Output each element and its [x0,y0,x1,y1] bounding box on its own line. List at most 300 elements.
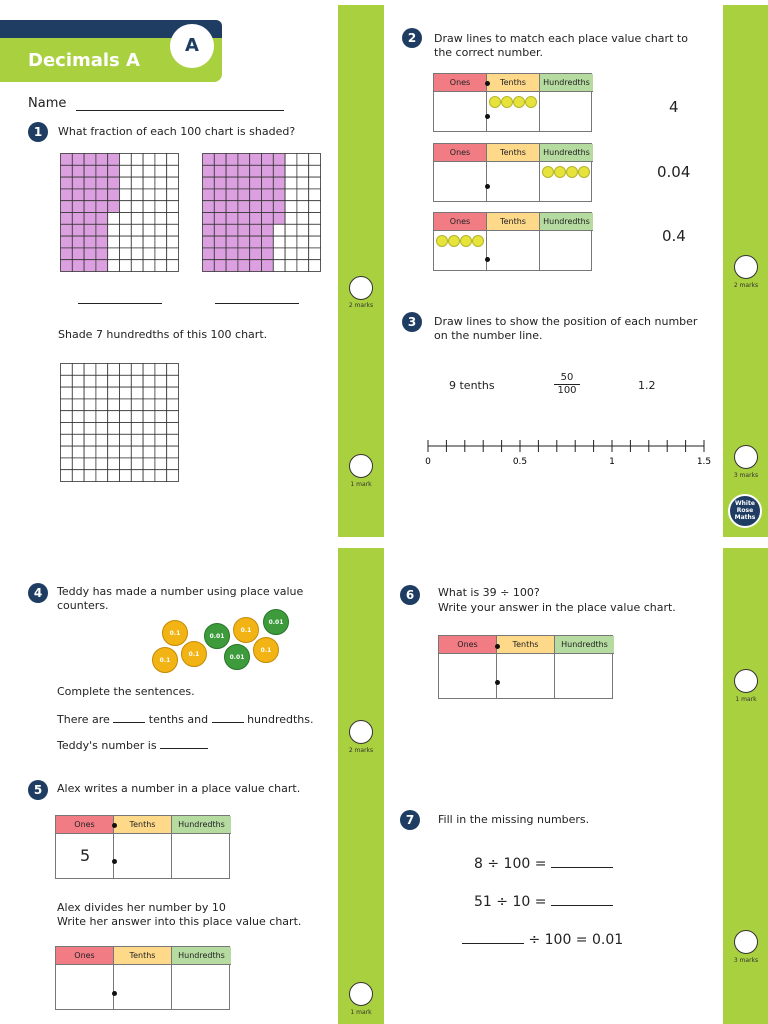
grid-cell [203,236,215,248]
q6-text: What is 39 ÷ 100? [438,586,540,599]
grid-cell [143,224,155,236]
grid-cell [131,248,143,260]
counter [460,235,472,247]
grid-cell [167,387,179,399]
q3-item-1-2[interactable]: 1.2 [638,379,656,392]
grid-cell [131,470,143,482]
grid-cell [285,248,297,260]
eq2-blank[interactable] [551,905,613,906]
grid-cell [167,364,179,376]
grid-cell [96,236,108,248]
grid-cell [84,470,96,482]
grid-cell [96,399,108,411]
grid-cell [131,364,143,376]
grid-cell [61,213,73,225]
grid-cell [120,260,132,272]
grid-cell [167,399,179,411]
grid-cell [155,189,167,201]
grid-cell [167,224,179,236]
grid-cell [309,224,321,236]
grid-cell [309,236,321,248]
grid-cell [96,423,108,435]
counter-hundredth: 0.01 [263,609,289,635]
fraction-numerator: 50 [554,372,580,385]
grid-cell [72,375,84,387]
grid-cell [120,154,132,166]
grid-cell [84,201,96,213]
grid-cell [250,154,262,166]
header-ones: Ones [434,144,487,162]
grid-cell [250,213,262,225]
grid-cell [96,248,108,260]
grid-cell [61,165,73,177]
grid-cell [143,446,155,458]
match-answer-3[interactable]: 0.4 [662,227,686,245]
grid-cell [108,458,120,470]
grid-cell [167,189,179,201]
marks-circle-q2[interactable] [734,255,758,279]
equation-1: 8 ÷ 100 = [474,856,613,872]
grid-cell [120,236,132,248]
grid-cell [131,375,143,387]
marks-label-q3: 3 marks [733,472,759,479]
grid-cell [61,364,73,376]
grid-cell [61,236,73,248]
grid-cell [238,189,250,201]
pv-chart-q6[interactable] [438,635,613,699]
grid-cell [273,165,285,177]
grid-cell [108,364,120,376]
white-rose-logo: White Rose Maths [728,494,762,528]
grid-cell [285,224,297,236]
grid-cell [203,213,215,225]
q7-text: Fill in the missing numbers. [438,813,590,826]
pv-chart-q5 [55,815,230,879]
grid-cell [96,201,108,213]
grid-cell [108,399,120,411]
grid-cell [155,387,167,399]
decimal-point [112,859,117,864]
grid-cell [155,458,167,470]
grid-cell [72,387,84,399]
grid-cell [72,177,84,189]
grid-cell [84,434,96,446]
marks-label-q1a: 2 marks [348,302,374,309]
grid-cell [285,213,297,225]
grid-cell [72,236,84,248]
eq1-blank[interactable] [551,867,613,868]
match-answer-2[interactable]: 0.04 [657,163,691,181]
q6-number: 6 [400,585,420,605]
grid-cell [297,213,309,225]
q3-item-9-tenths[interactable]: 9 tenths [449,379,495,392]
marks-label-q6: 1 mark [735,696,757,703]
grid-cell [309,260,321,272]
grid-cell [273,201,285,213]
name-field[interactable] [76,110,284,111]
grid-cell [143,213,155,225]
pv-chart-b [433,143,592,202]
grid-cell [214,165,226,177]
grid-cell [238,201,250,213]
q3-text: Draw lines to show the position of each number on the number line. [434,315,698,342]
marks-circle-q1a[interactable] [349,276,373,300]
marks-circle-q7[interactable] [734,930,758,954]
grid-cell [155,177,167,189]
grid-cell [84,411,96,423]
grid-cell [72,213,84,225]
counter-hundredth: 0.01 [204,623,230,649]
grid-cell [96,213,108,225]
grid-cell [238,236,250,248]
header-hundredths: Hundredths [555,636,614,654]
marks-circle-q3[interactable] [734,445,758,469]
number-line-label: 0.5 [512,457,528,467]
grid-cell [120,375,132,387]
hundred-grid-3[interactable] [60,363,179,482]
counter [489,96,501,108]
counter [436,235,448,247]
grid-cell [108,248,120,260]
grid-cell [167,236,179,248]
grid-cell [96,387,108,399]
grid-cell [72,411,84,423]
grid-cell [131,434,143,446]
grid-cell [143,165,155,177]
grid-cell [108,375,120,387]
marks-label-q4: 2 marks [348,747,374,754]
number-blank[interactable] [160,748,208,749]
grid-cell [285,260,297,272]
grid-cell [72,423,84,435]
marks-label-q5: 1 mark [350,1009,372,1016]
grid-cell [96,154,108,166]
counter [542,166,554,178]
grid-cell [143,248,155,260]
grid-cell [96,458,108,470]
grid-cell [120,446,132,458]
grid-cell [262,236,274,248]
grid-cell [143,470,155,482]
marks-circle-q1b[interactable] [349,454,373,478]
title-badge: A [170,24,214,68]
answer-line-1[interactable] [78,303,162,304]
counter-tenth: 0.1 [162,620,188,646]
header-tenths: Tenths [497,636,555,654]
marks-circle-q5[interactable] [349,982,373,1006]
grid-cell [262,201,274,213]
counter-tenth: 0.1 [233,617,259,643]
q1-number: 1 [28,122,48,142]
pv-chart-q5-answer[interactable] [55,946,230,1010]
grid-cell [143,375,155,387]
grid-cell [167,375,179,387]
grid-cell [120,423,132,435]
grid-cell [61,423,73,435]
decimal-point [485,184,490,189]
grid-cell [203,224,215,236]
grid-cell [250,260,262,272]
grid-cell [273,189,285,201]
grid-cell [108,434,120,446]
decimal-point [112,823,117,828]
grid-cell [167,411,179,423]
eq3-blank[interactable] [462,943,524,944]
grid-cell [143,189,155,201]
grid-cell [285,189,297,201]
grid-cell [108,177,120,189]
hundredths-blank[interactable] [212,722,244,723]
grid-cell [226,224,238,236]
grid-cell [72,248,84,260]
grid-cell [203,260,215,272]
grid-cell [143,154,155,166]
grid-cell [226,236,238,248]
grid-cell [108,201,120,213]
grid-cell [297,154,309,166]
grid-cell [131,411,143,423]
grid-cell [262,224,274,236]
answer-line-2[interactable] [215,303,299,304]
header-tenths: Tenths [114,947,172,965]
grid-cell [84,177,96,189]
decimal-point [495,644,500,649]
q7-number: 7 [400,810,420,830]
q4-number: 4 [28,583,48,603]
grid-cell [309,248,321,260]
counter [472,235,484,247]
grid-cell [214,224,226,236]
grid-cell [155,260,167,272]
grid-cell [155,154,167,166]
hundred-grid-2 [202,153,321,272]
grid-cell [273,154,285,166]
header-hundredths: Hundredths [172,947,231,965]
grid-cell [143,458,155,470]
grid-cell [238,213,250,225]
grid-cell [238,224,250,236]
grid-cell [214,236,226,248]
grid-cell [131,399,143,411]
grid-cell [61,154,73,166]
grid-cell [226,260,238,272]
grid-cell [96,189,108,201]
grid-cell [72,224,84,236]
grid-cell [238,154,250,166]
q5-text-2: Alex divides her number by 10 [57,901,226,914]
grid-cell [61,201,73,213]
grid-cell [84,446,96,458]
grid-cell [84,387,96,399]
header-hundredths: Hundredths [540,144,593,162]
grid-cell [61,189,73,201]
grid-cell [309,154,321,166]
counter [566,166,578,178]
grid-cell [120,470,132,482]
grid-cell [96,411,108,423]
grid-cell [262,177,274,189]
grid-cell [226,248,238,260]
grid-cell [84,154,96,166]
grid-cell [131,446,143,458]
grid-cell [167,434,179,446]
grid-cell [143,260,155,272]
header-tenths: Tenths [487,213,540,231]
decimal-point [485,81,490,86]
grid-cell [203,154,215,166]
grid-cell [167,458,179,470]
grid-cell [84,189,96,201]
grid-cell [120,248,132,260]
grid-cell [61,446,73,458]
header-hundredths: Hundredths [540,74,593,92]
header-hundredths: Hundredths [540,213,593,231]
grid-cell [108,236,120,248]
counter [501,96,513,108]
grid-cell [155,236,167,248]
grid-cell [120,224,132,236]
grid-cell [214,248,226,260]
grid-cell [167,248,179,260]
q2-text: Draw lines to match each place value chart to the correct number. [434,32,688,59]
q4-sentence-2: Teddy's number is [57,739,208,753]
q3-item-fraction[interactable] [554,372,580,397]
grid-cell [131,189,143,201]
q4-complete: Complete the sentences. [57,685,195,698]
grid-cell [167,177,179,189]
grid-cell [155,224,167,236]
grid-cell [238,260,250,272]
grid-cell [273,177,285,189]
grid-cell [96,165,108,177]
q4-sentence-1: There are tenths and hundredths. [57,713,314,726]
grid-cell [131,423,143,435]
grid-cell [226,201,238,213]
header-tenths: Tenths [114,816,172,834]
grid-cell [262,260,274,272]
q5-text: Alex writes a number in a place value chart. [57,782,301,795]
grid-cell [72,399,84,411]
counter-tenth: 0.1 [253,637,279,663]
grid-cell [167,423,179,435]
grid-cell [108,189,120,201]
grid-cell [226,213,238,225]
q2-number: 2 [402,28,422,48]
grid-cell [285,154,297,166]
grid-cell [131,260,143,272]
tenths-blank[interactable] [113,722,145,723]
grid-cell [155,411,167,423]
grid-cell [131,201,143,213]
grid-cell [120,165,132,177]
grid-cell [167,470,179,482]
hundred-grid-1 [60,153,179,272]
grid-cell [108,260,120,272]
grid-cell [108,470,120,482]
grid-cell [61,224,73,236]
grid-cell [131,154,143,166]
marks-circle-q6[interactable] [734,669,758,693]
q4-text: Teddy has made a number using place value counters. [57,585,304,612]
grid-cell [72,201,84,213]
header-hundredths: Hundredths [172,816,231,834]
grid-cell [309,213,321,225]
grid-cell [84,165,96,177]
grid-cell [72,364,84,376]
grid-cell [120,177,132,189]
grid-cell [72,260,84,272]
grid-cell [96,177,108,189]
grid-cell [155,375,167,387]
marks-label-q2: 2 marks [733,282,759,289]
grid-cell [273,236,285,248]
grid-cell [108,213,120,225]
counter [578,166,590,178]
title-banner [0,20,222,82]
grid-cell [226,154,238,166]
grid-cell [297,248,309,260]
grid-cell [61,375,73,387]
grid-cell [143,399,155,411]
grid-cell [72,470,84,482]
grid-cell [61,458,73,470]
grid-cell [214,154,226,166]
equation-2: 51 ÷ 10 = [474,894,613,910]
grid-cell [203,189,215,201]
grid-cell [203,248,215,260]
match-answer-1[interactable]: 4 [669,98,679,116]
grid-cell [155,165,167,177]
grid-cell [72,446,84,458]
grid-cell [131,165,143,177]
grid-cell [167,201,179,213]
marks-circle-q4[interactable] [349,720,373,744]
grid-cell [96,364,108,376]
grid-cell [96,260,108,272]
grid-cell [96,434,108,446]
grid-cell [84,236,96,248]
header-ones: Ones [56,816,114,834]
grid-cell [203,201,215,213]
ones-value: 5 [80,846,91,865]
q3-number: 3 [402,312,422,332]
q1-text: What fraction of each 100 chart is shaded? [58,125,296,138]
counter-hundredth: 0.01 [224,644,250,670]
grid-cell [108,423,120,435]
grid-cell [214,189,226,201]
grid-cell [61,470,73,482]
grid-cell [120,411,132,423]
grid-cell [108,411,120,423]
grid-cell [262,154,274,166]
grid-cell [131,458,143,470]
grid-cell [120,364,132,376]
grid-cell [143,387,155,399]
grid-cell [120,458,132,470]
marks-label-q7: 3 marks [733,957,759,964]
grid-cell [297,201,309,213]
grid-cell [167,260,179,272]
grid-cell [61,248,73,260]
counter [448,235,460,247]
number-line-label: 1 [609,457,615,467]
grid-cell [84,423,96,435]
grid-cell [143,177,155,189]
grid-cell [155,423,167,435]
grid-cell [155,434,167,446]
grid-cell [155,248,167,260]
grid-cell [61,434,73,446]
